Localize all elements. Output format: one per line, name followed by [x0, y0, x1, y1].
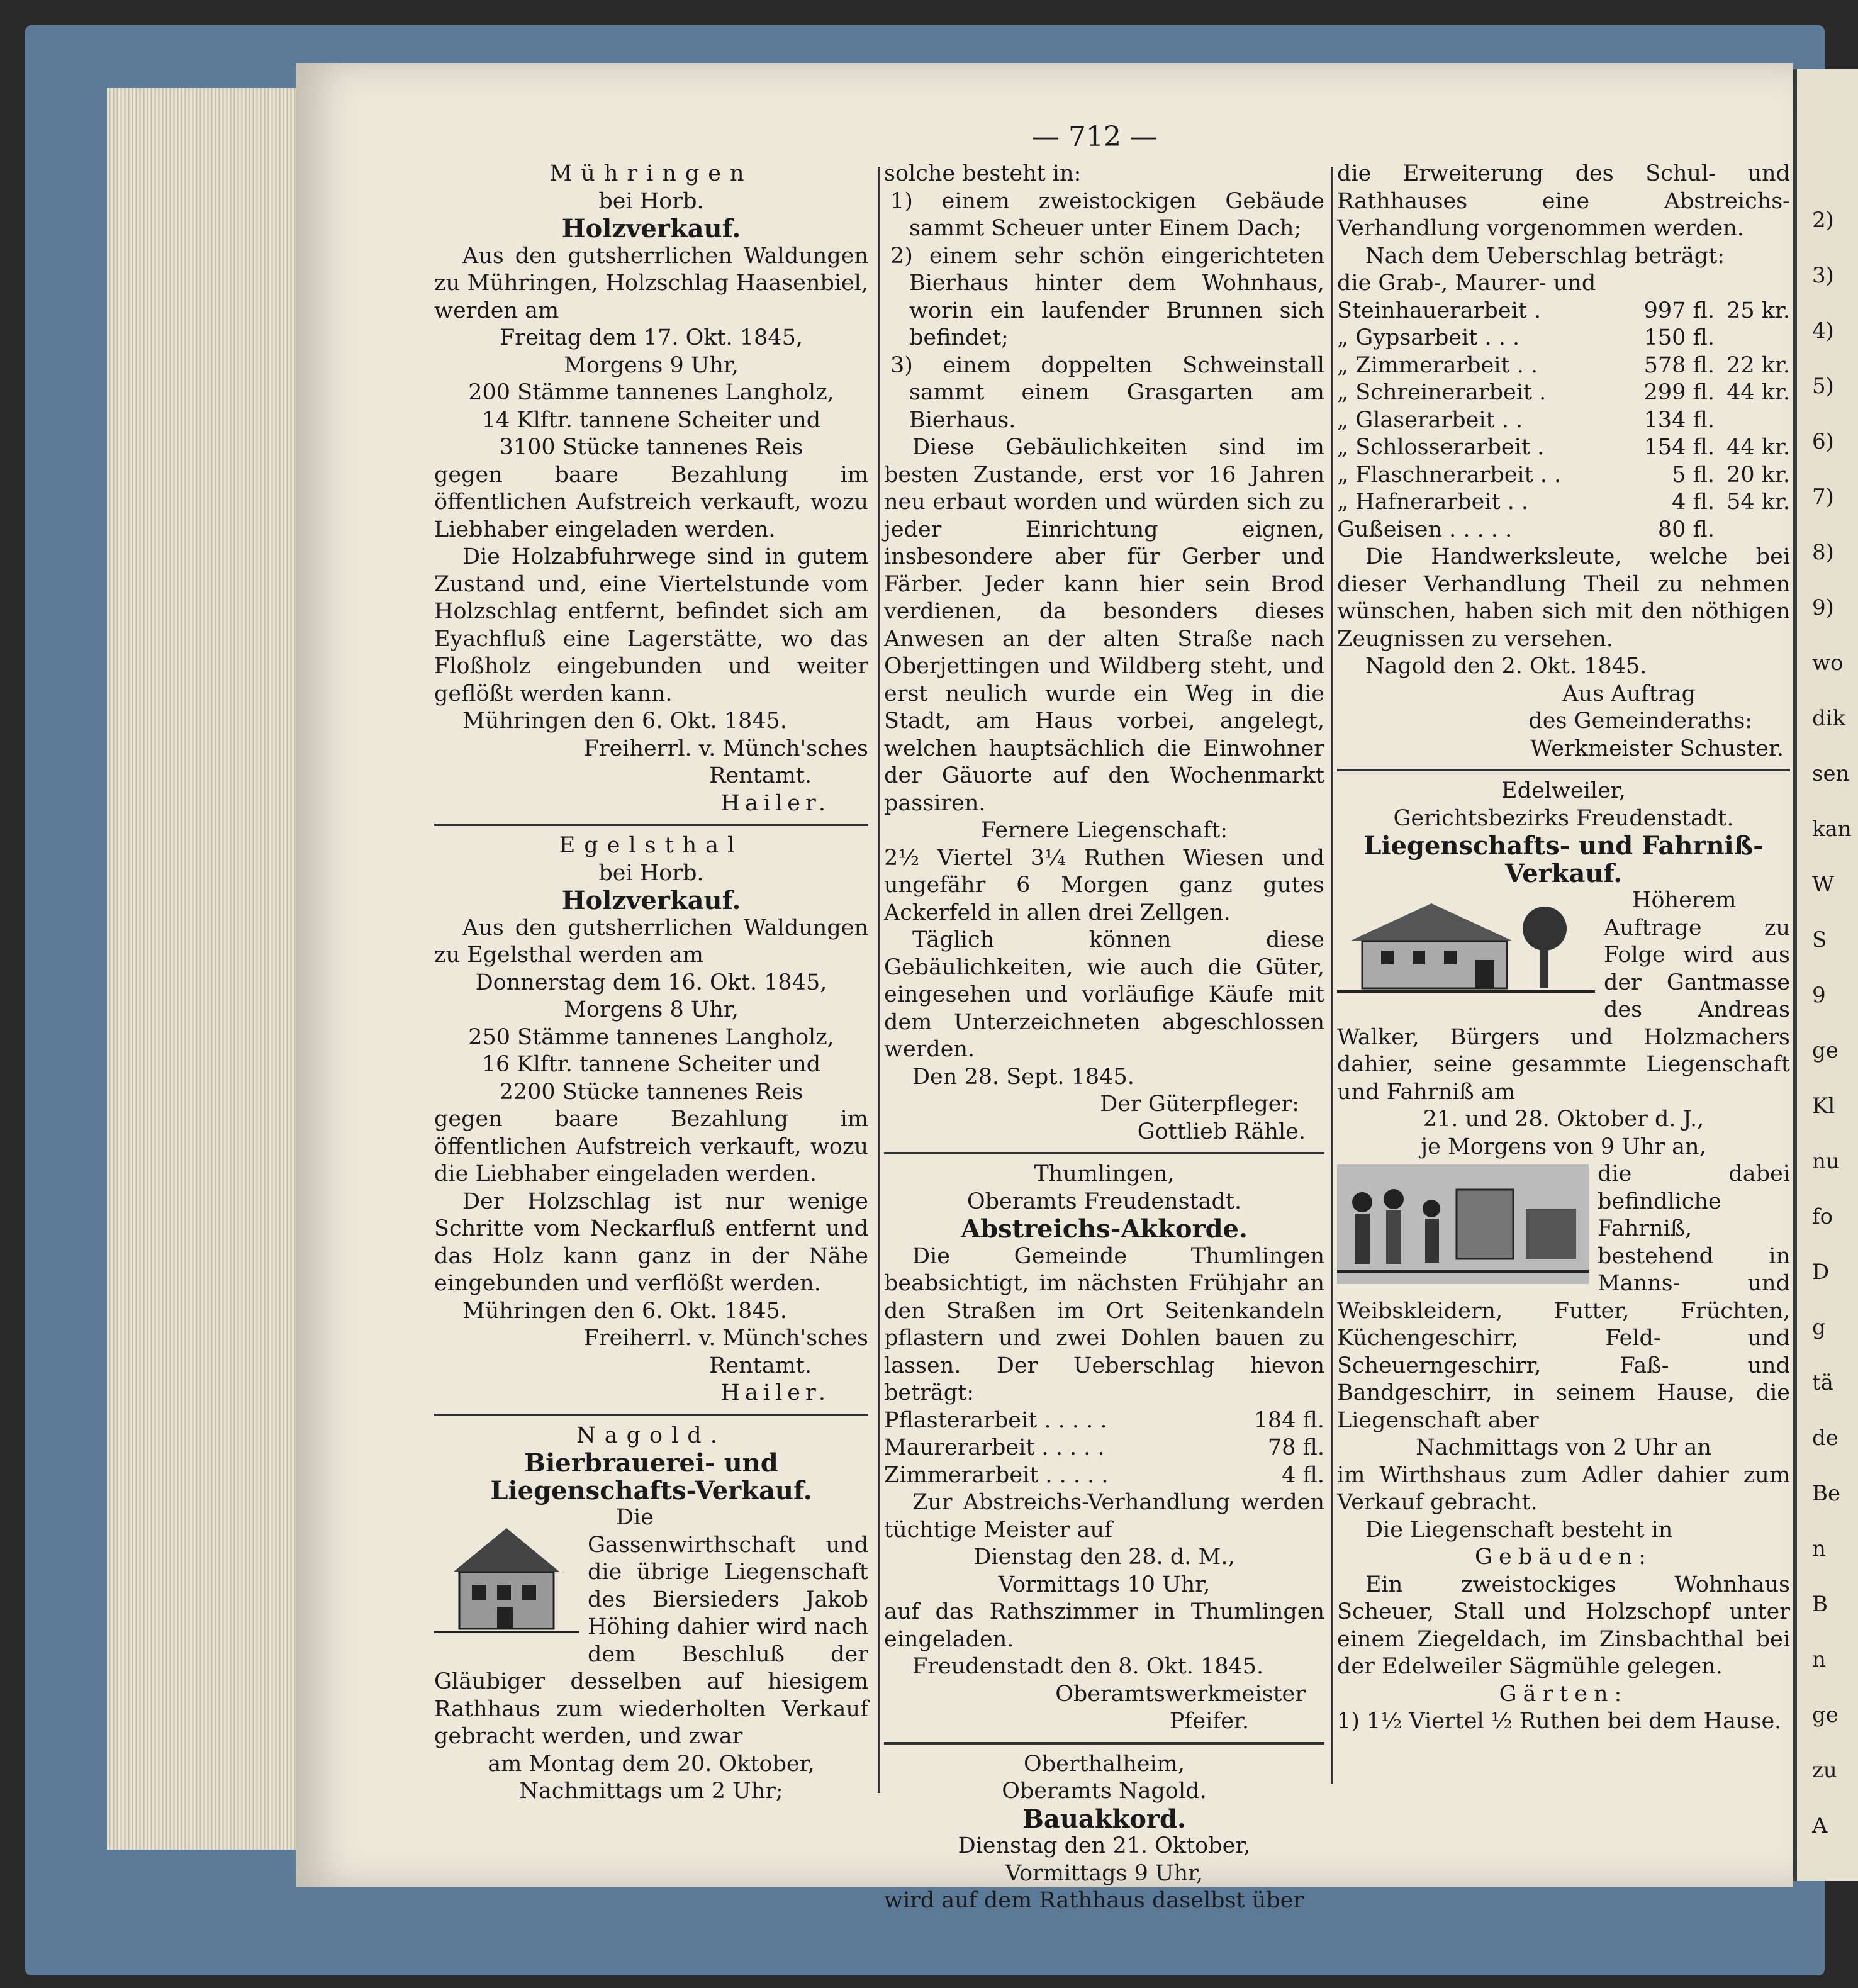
notice-signature: Hailer.: [720, 1380, 831, 1405]
cost-label: „ Flaschnerarbeit . .: [1337, 462, 1562, 488]
page-edges: [107, 88, 302, 1850]
notice-place: Nagold.: [576, 1422, 726, 1448]
cost-kreuzer: 54 kr.: [1726, 489, 1790, 515]
notice-list-item: 1) einem zweistockigen Gebäude sammt Scheuer unter Einem Dach;: [890, 188, 1324, 241]
cost-label: Steinhauerarbeit .: [1337, 298, 1542, 323]
cost-label: Gußeisen . . . . .: [1337, 517, 1513, 542]
clipped-fragment: zu: [1812, 1758, 1837, 1783]
notice-text: wird auf dem Rathhaus daselbst über: [884, 1888, 1304, 1913]
notice-heading: Bierbrauerei- und Liegenschafts-Verkauf.: [490, 1448, 812, 1505]
cost-label: „ Zimmerarbeit . .: [1337, 352, 1538, 378]
notice-text: die Erweiterung des Schul- und Rathhauses eine Abstreichs-Verhandlung vorgenommen werden.: [1337, 161, 1790, 241]
divider: [884, 1742, 1324, 1745]
house-illustration: [434, 1509, 579, 1641]
notice-signature: Freiherrl. v. Münch'sches: [583, 735, 868, 761]
notice-text: 1) 1½ Viertel ½ Ruthen bei dem Hause.: [1337, 1709, 1782, 1734]
notice-subplace: Oberamts Freudenstadt.: [966, 1188, 1242, 1214]
divider: [434, 1414, 868, 1416]
notice-text: Der Holzschlag ist nur wenige Schritte vom Neckarfluß entfernt und das Holz kann ganz in der Nähe eingebunden und verflößt werden.: [434, 1188, 868, 1296]
clipped-fragment: nu: [1812, 1149, 1840, 1174]
notice-text: Aus den gutsherrlichen Waldungen zu Egelsthal werden am: [434, 915, 868, 968]
cost-kreuzer: 44 kr.: [1726, 435, 1790, 460]
clipped-fragment: 7): [1812, 484, 1834, 510]
notice-line: 200 Stämme tannenes Langholz,: [468, 380, 834, 405]
notice-text: Nach dem Ueberschlag beträgt:: [1365, 243, 1725, 269]
notice-signature: Gottlieb Rähle.: [1137, 1119, 1306, 1144]
cost-row: [1337, 325, 1790, 352]
notice-text: im Wirthshaus zum Adler dahier zum Verkauf gebracht.: [1337, 1462, 1790, 1515]
cost-row: [884, 1462, 1324, 1490]
column-2: [884, 160, 1324, 1915]
notice-place: Mühringen: [549, 161, 753, 186]
notice-date: Dienstag den 28. d. M.,: [973, 1544, 1235, 1570]
cost-row: [884, 1407, 1324, 1435]
notice-heading: Bauakkord.: [1022, 1804, 1186, 1834]
notice-signature: Werkmeister Schuster.: [1530, 735, 1784, 761]
clipped-fragment: B: [1812, 1592, 1828, 1617]
notice-text: solche besteht in:: [884, 161, 1082, 186]
column-3: [1337, 160, 1790, 1736]
cost-kreuzer: [1715, 407, 1790, 435]
cost-row: [1337, 379, 1790, 407]
cost-row: [1337, 434, 1790, 462]
notice-dateline: Mühringen den 6. Okt. 1845.: [462, 708, 787, 734]
cost-label: Maurerarbeit . . . . .: [884, 1435, 1105, 1460]
clipped-fragment: Kl: [1812, 1093, 1835, 1119]
cost-row: [884, 1434, 1324, 1462]
notice-line: 2200 Stücke tannenes Reis: [499, 1079, 803, 1105]
page-number: — 712 —: [1032, 121, 1158, 153]
cost-florin: 150 fl.: [1643, 325, 1715, 350]
clipped-fragment: 9: [1812, 983, 1826, 1008]
cost-label: „ Glaserarbeit . .: [1337, 407, 1523, 433]
cost-table: [1337, 298, 1790, 544]
column-1: [434, 160, 868, 1806]
cost-row: [1337, 298, 1790, 325]
clipped-fragment: 9): [1812, 595, 1834, 620]
notice-text: Die Handwerksleute, welche bei dieser Verhandlung Theil zu nehmen wünschen, haben sich mit den nöthigen Zeugnissen zu versehen.: [1337, 544, 1790, 652]
notice-heading: Liegenschafts- und Fahrniß-Verkauf.: [1363, 831, 1764, 888]
notice-text: 2½ Viertel 3¼ Ruthen Wiesen und ungefähr 6 Morgen ganz gutes Ackerfeld in allen drei Zellgen.: [884, 845, 1324, 925]
cost-row: [1337, 489, 1790, 517]
cost-label: Pflasterarbeit . . . . .: [884, 1407, 1107, 1433]
clipped-fragment: Be: [1812, 1481, 1841, 1506]
notice-time: Nachmittags von 2 Uhr an: [1416, 1435, 1711, 1460]
divider: [1337, 769, 1790, 771]
clipped-fragment: wo: [1812, 651, 1844, 676]
notice-text: Die Holzabfuhrwege sind in gutem Zustand und, eine Viertelstunde vom Holzschlag entfernt, befindet sich am Eyachfluß eine Lagerstätte, wo das Floßholz eingebunden und weiter geflößt werden kann.: [434, 544, 868, 706]
cost-florin: 997 fl.: [1643, 298, 1715, 323]
divider: [434, 824, 868, 826]
clipped-fragment: dik: [1812, 706, 1846, 731]
clipped-fragment: 5): [1812, 374, 1834, 399]
clipped-fragment: 6): [1812, 429, 1834, 454]
notice-signature: Oberamtswerkmeister: [1055, 1681, 1306, 1707]
cost-florin: 4 fl.: [1672, 489, 1715, 515]
notice-signature: des Gemeinderaths:: [1528, 708, 1752, 734]
notice-text-body: die dabei befindliche Fahrniß, bestehend in Manns- und Weibskleidern, Futter, Früchten, Küchengeschirr, Feld- und Scheuerngeschirr, Faß- und Bandgeschirr, in seinem Hause, die Liegenschaft aber: [1337, 1161, 1790, 1433]
cost-value: 78 fl.: [1267, 1435, 1324, 1460]
cost-florin: 134 fl.: [1643, 407, 1715, 433]
clipped-fragment: kan: [1812, 817, 1852, 842]
notice-place: Thumlingen,: [1034, 1161, 1175, 1187]
notice-text-body: Die Gassenwirthschaft und die übrige Liegenschaft des Biersieders Jakob Höhing dahier wird nach dem Beschluß der Gläubiger desselben auf hiesigem Rathhaus zum wiederholten Verkauf gebracht werden, und zwar: [434, 1505, 868, 1749]
notice-dateline: Nagold den 2. Okt. 1845.: [1365, 654, 1647, 679]
notice-text: Die Gemeinde Thumlingen beabsichtigt, im nächsten Frühjahr an den Straßen im Ort Seitenkandeln pflastern und zwei Dohlen bauen zu lassen. Der Ueberschlag hievon beträgt:: [884, 1243, 1324, 1405]
column-rule: [878, 167, 880, 1793]
cost-kreuzer: 44 kr.: [1726, 380, 1790, 405]
notice-text: Ein zweistockiges Wohnhaus Scheuer, Stall und Holzschopf unter einem Ziegeldach, im Zinsbachthal bei der Edelweiler Sägmühle gelegen.: [1337, 1572, 1790, 1679]
notice-signature: Pfeifer.: [1169, 1709, 1249, 1734]
clipped-fragment: 2): [1812, 208, 1834, 233]
clipped-fragment: ge: [1812, 1702, 1838, 1728]
clipped-fragment: D: [1812, 1259, 1830, 1285]
notice-text: Zur Abstreichs-Verhandlung werden tüchtige Meister auf: [884, 1490, 1324, 1543]
cost-kreuzer: 20 kr.: [1726, 462, 1790, 488]
notice-text: [1337, 1161, 1790, 1434]
notice-signature: Rentamt.: [709, 763, 812, 788]
clipped-fragment: W: [1812, 872, 1834, 897]
notice-text: Die Liegenschaft besteht in: [1365, 1517, 1673, 1543]
cost-florin: 80 fl.: [1657, 517, 1715, 542]
clipped-fragment: fo: [1812, 1204, 1833, 1229]
notice-place: Oberthalheim,: [1024, 1751, 1185, 1777]
notice-time: Vormittags 9 Uhr,: [1005, 1860, 1204, 1886]
notice-date: Freitag dem 17. Okt. 1845,: [499, 325, 803, 350]
cost-row: [1337, 517, 1790, 544]
auction-illustration: [1337, 1164, 1589, 1284]
notice-list-item: 2) einem sehr schön eingerichteten Bierhaus hinter dem Wohnhaus, worin ein laufender Brunnen sich befindet;: [890, 243, 1324, 350]
cost-florin: 5 fl.: [1672, 462, 1715, 488]
cost-kreuzer: [1715, 517, 1790, 544]
notice-text: Täglich können diese Gebäulichkeiten, wie auch die Güter, eingesehen und vorläufige Käufe mit dem Unterzeichneten abgeschlossen werden.: [884, 927, 1324, 1062]
clipped-fragment: tä: [1812, 1370, 1833, 1395]
notice-text: Diese Gebäulichkeiten sind im besten Zustande, erst vor 16 Jahren neu erbaut worden und würden sich zu jeder Einrichtung eignen, insbesondere aber für Gerber und Färber. Jeder kann hier sein Brod verdienen, da besonders dieses Anwesen an der alten Straße nach Oberjettingen und Wildberg steht, und erst neulich wurde ein Weg in die Stadt, am Haus vorbei, angelegt, welchen hauptsächlich die Einwohner der Gäuorte auf den Wochenmarkt passiren.: [884, 435, 1324, 816]
clipped-fragment: n: [1812, 1536, 1826, 1561]
cost-value: 184 fl.: [1253, 1407, 1324, 1433]
notice-signature: Aus Auftrag: [1562, 681, 1696, 706]
clipped-fragment: A: [1812, 1813, 1828, 1838]
notice-signature: Freiherrl. v. Münch'sches: [583, 1326, 868, 1351]
clipped-fragment: n: [1812, 1647, 1826, 1672]
notice-subplace: bei Horb.: [598, 860, 704, 886]
cost-florin: 299 fl.: [1643, 380, 1715, 405]
notice-dateline: Den 28. Sept. 1845.: [912, 1064, 1134, 1090]
notice-text-body: Höherem Auftrage zu Folge wird aus der Gantmasse des Andreas Walker, Bürgers und Holzmachers dahier, seine gesammte Liegenschaft und Fahrniß am: [1337, 888, 1790, 1105]
clipped-fragment: ge: [1812, 1038, 1838, 1063]
cost-florin: 154 fl.: [1643, 435, 1715, 460]
cost-label: „ Gypsarbeit . . .: [1337, 325, 1520, 350]
notice-text: gegen baare Bezahlung im öffentlichen Aufstreich verkauft, wozu Liebhaber eingeladen werden.: [434, 462, 868, 542]
notice-text: Aus den gutsherrlichen Waldungen zu Mühringen, Holzschlag Haasenbiel, werden am: [434, 243, 868, 323]
cost-florin: 578 fl.: [1643, 352, 1715, 378]
notice-time: Morgens 9 Uhr,: [564, 352, 739, 378]
column-rule: [1331, 167, 1333, 1784]
notice-time: Morgens 8 Uhr,: [564, 997, 739, 1022]
notice-list-item: 3) einem doppelten Schweinstall sammt einem Grasgarten am Bierhaus.: [890, 352, 1324, 433]
notice-date: 21. und 28. Oktober d. J.,: [1423, 1107, 1704, 1132]
cost-kreuzer: [1715, 325, 1790, 352]
notice-line: 250 Stämme tannenes Langholz,: [468, 1024, 834, 1050]
notice-subplace: Oberamts Nagold.: [1002, 1779, 1207, 1804]
notice-place: Egelsthal: [559, 833, 744, 858]
cost-row: [1337, 462, 1790, 489]
notice-place: Edelweiler,: [1501, 778, 1626, 803]
notice-dateline: Mühringen den 6. Okt. 1845.: [462, 1298, 787, 1324]
cost-table: [884, 1407, 1324, 1490]
notice-subheading: Gärten:: [1499, 1681, 1628, 1707]
clipped-fragment: g: [1812, 1315, 1826, 1340]
notice-heading: Abstreichs-Akkorde.: [961, 1214, 1248, 1244]
notice-text: [434, 1504, 868, 1751]
clipped-fragment: 8): [1812, 540, 1834, 565]
cost-label: „ Schlosserarbeit .: [1337, 435, 1545, 460]
notice-date: Dienstag den 21. Oktober,: [958, 1833, 1251, 1858]
notice-line: 16 Klftr. tannene Scheiter und: [481, 1052, 821, 1077]
notice-signature: Hailer.: [720, 790, 831, 816]
notice-dateline: Freudenstadt den 8. Okt. 1845.: [912, 1654, 1264, 1679]
clipped-fragment: 3): [1812, 263, 1834, 288]
clipped-fragment: S: [1812, 927, 1827, 952]
notice-heading: Holzverkauf.: [561, 214, 741, 243]
clipped-fragment: sen: [1812, 761, 1850, 786]
cost-value: 4 fl.: [1282, 1462, 1324, 1488]
notice-line: 3100 Stücke tannenes Reis: [499, 435, 803, 460]
clipped-fragment: de: [1812, 1426, 1838, 1451]
clipped-fragment: 4): [1812, 318, 1834, 343]
notice-text: gegen baare Bezahlung im öffentlichen Aufstreich verkauft, wozu die Liebhaber eingeladen werden.: [434, 1107, 868, 1187]
cost-kreuzer: 22 kr.: [1726, 352, 1790, 378]
notice-text: auf das Rathszimmer in Thumlingen eingeladen.: [884, 1599, 1324, 1652]
cost-row: [1337, 407, 1790, 435]
notice-time: Vormittags 10 Uhr,: [998, 1572, 1211, 1597]
cost-row: [1337, 352, 1790, 380]
house-illustration: [1337, 891, 1595, 998]
notice-time: Nachmittags um 2 Uhr;: [519, 1779, 783, 1804]
divider: [884, 1152, 1324, 1154]
notice-signature: Der Güterpfleger:: [1100, 1092, 1299, 1117]
cost-kreuzer: 25 kr.: [1726, 298, 1790, 323]
notice-heading: Holzverkauf.: [561, 886, 741, 915]
notice-subplace: bei Horb.: [598, 188, 704, 214]
cost-label: Zimmerarbeit . . . . .: [884, 1462, 1109, 1488]
cost-label: „ Hafnerarbeit . .: [1337, 489, 1529, 515]
notice-text: die Grab-, Maurer- und: [1337, 271, 1596, 296]
notice-signature: Rentamt.: [709, 1353, 812, 1378]
notice-date: am Montag dem 20. Oktober,: [488, 1751, 815, 1777]
notice-text: [1337, 887, 1790, 1106]
notice-subheading: Gebäuden:: [1475, 1544, 1652, 1570]
notice-date: Donnerstag dem 16. Okt. 1845,: [475, 969, 827, 995]
notice-text: Fernere Liegenschaft:: [980, 818, 1228, 843]
notice-time: je Morgens von 9 Uhr an,: [1421, 1134, 1706, 1159]
cost-label: „ Schreinerarbeit .: [1337, 380, 1547, 405]
notice-line: 14 Klftr. tannene Scheiter und: [481, 407, 821, 433]
notice-subplace: Gerichtsbezirks Freudenstadt.: [1393, 805, 1734, 831]
